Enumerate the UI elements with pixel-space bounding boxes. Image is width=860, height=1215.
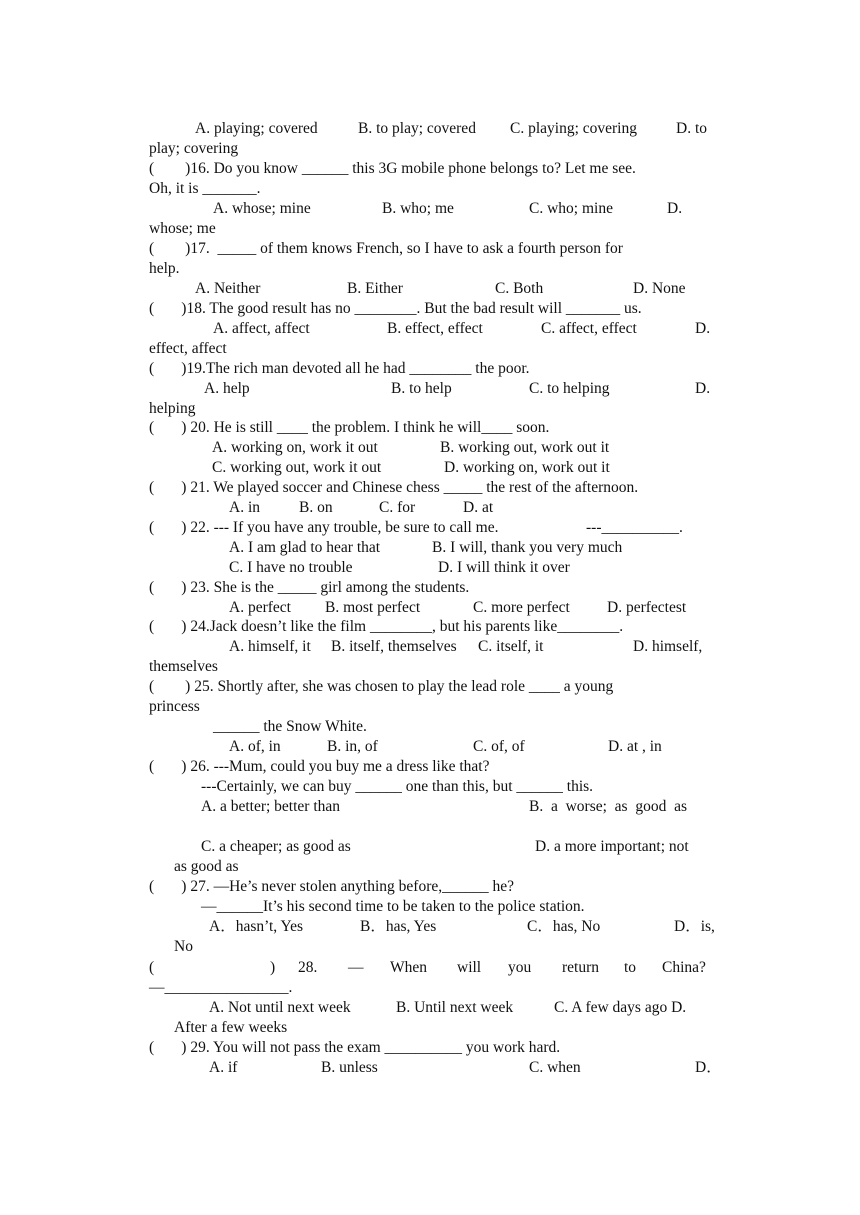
q22-option-d: D. I will think it over: [438, 559, 570, 576]
q21-option-b: B. on: [299, 499, 333, 516]
q25-stem-cont-2: [149, 717, 712, 737]
q24-option-a: A. himself, it: [229, 638, 311, 655]
q25-options-row: [149, 737, 712, 757]
q27-stem: ( ) 27. —He’s never stolen anything before,______ he?: [149, 878, 515, 895]
q17-stem-cont: help.: [149, 260, 180, 277]
q18-stem: ( )18. The good result has no ________. But the bad result will _______ us.: [149, 300, 642, 317]
q26-stem: ( ) 26. ---Mum, could you buy me a dress like that?: [149, 758, 490, 775]
q27-option-a: A．hasn’t, Yes: [209, 918, 304, 935]
q27-stem-cont: [149, 897, 712, 917]
q24-stem: ( ) 24.Jack doesn’t like the film ________, but his parents like________.: [149, 618, 624, 635]
q19-option-b: B. to help: [391, 380, 452, 397]
q29-options-row: [149, 1058, 722, 1078]
q16-option-d-cont: whose; me: [149, 220, 216, 237]
q28-option-d-cont-text: After a few weeks: [174, 1019, 288, 1036]
q23-option-a: A. perfect: [229, 599, 291, 616]
q22-options-row-1: [149, 538, 712, 558]
q21-stem: ( ) 21. We played soccer and Chinese chess _____ the rest of the afternoon.: [149, 479, 639, 496]
q22-response-blank: ---__________.: [586, 519, 683, 536]
q28-stem: [149, 958, 712, 978]
q20-option-d: D. working on, work out it: [444, 459, 610, 476]
q27-option-d-cont: [149, 937, 712, 957]
q28-option-c: C. A few days ago D.: [554, 999, 687, 1016]
q23-options-row: [149, 598, 712, 618]
q20-option-b: B. working out, work out it: [440, 439, 610, 456]
q25-stem-cont: princess: [149, 698, 200, 715]
q24-option-c: C. itself, it: [478, 638, 544, 655]
q26-option-d: D. a more important; not: [535, 838, 689, 855]
q16-option-c: C. who; mine: [529, 200, 613, 217]
q17-options-row: [149, 279, 712, 299]
q27-option-c: C．has, No: [527, 918, 601, 935]
q24-option-b: B. itself, themselves: [331, 638, 457, 655]
q21-options-row: [149, 498, 712, 518]
q19-option-a: A. help: [204, 380, 250, 397]
q24-option-d-cont: themselves: [149, 658, 218, 675]
q24-options-row: [149, 637, 712, 657]
q25-option-c: C. of, of: [473, 738, 525, 755]
q27-option-d: D．is,: [674, 918, 715, 935]
q25-stem-cont-2-text: ______ the Snow White.: [213, 718, 367, 735]
q28-option-d-cont: [149, 1018, 712, 1038]
q21-option-c: C. for: [379, 499, 416, 516]
q29-option-a: A. if: [209, 1059, 238, 1076]
q22-option-b: B. I will, thank you very much: [432, 539, 623, 556]
q29-option-c: C. when: [529, 1059, 581, 1076]
q28-word: to: [624, 959, 637, 976]
q25-option-a: A. of, in: [229, 738, 281, 755]
q29-option-d: D．: [695, 1059, 722, 1076]
q26-stem-cont: [149, 777, 712, 797]
q21-option-d: D. at: [463, 499, 494, 516]
q26-option-d-cont-text: as good as: [174, 858, 239, 875]
q29-option-b: B. unless: [321, 1059, 378, 1076]
q19-option-d: D.: [695, 380, 711, 397]
q25-option-b: B. in, of: [327, 738, 378, 755]
q27-stem-cont-text: —______It’s his second time to be taken to the police station.: [201, 898, 585, 915]
q26-option-b: B. a worse; as good as: [529, 798, 687, 815]
q17-option-d: D. None: [633, 280, 686, 297]
q24-option-d: D. himself,: [633, 638, 703, 655]
q26-options-row-1: [149, 797, 712, 817]
q21-option-a: A. in: [229, 499, 260, 516]
q28-options-row: [149, 998, 712, 1018]
q23-option-c: C. more perfect: [473, 599, 570, 616]
q17-option-b: B. Either: [347, 280, 403, 297]
q20-options-row-1: [149, 438, 712, 458]
q26-option-a: A. a better; better than: [201, 798, 341, 815]
q22-option-c: C. I have no trouble: [229, 559, 353, 576]
q28-word: —: [348, 959, 364, 976]
q15-option-d-cont: play; covering: [149, 140, 239, 157]
q18-option-b: B. effect, effect: [387, 320, 483, 337]
q18-options-row: [149, 319, 712, 339]
q28-option-a: A. Not until next week: [209, 999, 351, 1016]
q16-option-d: D.: [667, 200, 683, 217]
q15-option-c: C. playing; covering: [510, 120, 637, 137]
q20-stem: ( ) 20. He is still ____ the problem. I think he will____ soon.: [149, 419, 550, 436]
q25-option-d: D. at , in: [608, 738, 662, 755]
q15-options-row: [149, 119, 712, 139]
q16-stem-cont: Oh, it is _______.: [149, 180, 261, 197]
q28-word: ): [270, 959, 276, 976]
q22-stem: ( ) 22. --- If you have any trouble, be sure to call me.: [149, 519, 499, 536]
q16-stem: ( )16. Do you know ______ this 3G mobile phone belongs to? Let me see.: [149, 160, 636, 177]
q28-word: will: [457, 959, 482, 976]
q27-option-d-cont-text: No: [174, 938, 193, 955]
q22-stem-row: [149, 518, 712, 538]
q25-stem: ( ) 25. Shortly after, she was chosen to play the lead role ____ a young: [149, 678, 614, 695]
q18-option-c: C. affect, effect: [541, 320, 637, 337]
q26-option-c: C. a cheaper; as good as: [201, 838, 351, 855]
q19-stem: ( )19.The rich man devoted all he had ________ the poor.: [149, 360, 530, 377]
q15-option-d: D. to: [676, 120, 707, 137]
q28-response: —________________.: [149, 979, 293, 996]
q27-options-row: [149, 917, 715, 937]
q19-option-d-cont: helping: [149, 400, 196, 417]
q16-option-a: A. whose; mine: [213, 200, 311, 217]
q20-options-row-2: [149, 458, 712, 478]
q26-option-d-cont: [149, 857, 712, 877]
q19-options-row: [149, 379, 712, 399]
q27-option-b: B．has, Yes: [360, 918, 437, 935]
q17-stem: ( )17. _____ of them knows French, so I have to ask a fourth person for: [149, 240, 623, 257]
q23-stem: ( ) 23. She is the _____ girl among the students.: [149, 579, 470, 596]
q29-stem: ( ) 29. You will not pass the exam __________ you work hard.: [149, 1039, 561, 1056]
q23-option-d: D. perfectest: [607, 599, 687, 616]
q28-word: (: [149, 959, 155, 976]
q23-option-b: B. most perfect: [325, 599, 421, 616]
q28-option-b: B. Until next week: [396, 999, 514, 1016]
q18-option-d: D.: [695, 320, 711, 337]
q20-option-a: A. working on, work it out: [212, 439, 378, 456]
q15-option-a: A. playing; covered: [195, 120, 318, 137]
q22-options-row-2: [149, 558, 712, 578]
q17-option-c: C. Both: [495, 280, 544, 297]
q16-option-b: B. who; me: [382, 200, 454, 217]
q28-word: China?: [662, 959, 706, 976]
q20-option-c: C. working out, work it out: [212, 459, 382, 476]
q17-option-a: A. Neither: [195, 280, 261, 297]
q18-option-a: A. affect, affect: [213, 320, 310, 337]
q28-word: When: [390, 959, 428, 976]
q15-option-b: B. to play; covered: [358, 120, 476, 137]
q26-stem-cont-text: ---Certainly, we can buy ______ one than this, but ______ this.: [201, 778, 594, 795]
q19-option-c: C. to helping: [529, 380, 610, 397]
q28-word: you: [508, 959, 532, 976]
q18-option-d-cont: effect, affect: [149, 340, 227, 357]
q22-option-a: A. I am glad to hear that: [229, 539, 381, 556]
q28-word: return: [562, 959, 600, 976]
q16-options-row: [149, 199, 712, 219]
q26-options-row-2: [149, 837, 712, 857]
q28-word: 28.: [298, 959, 318, 976]
